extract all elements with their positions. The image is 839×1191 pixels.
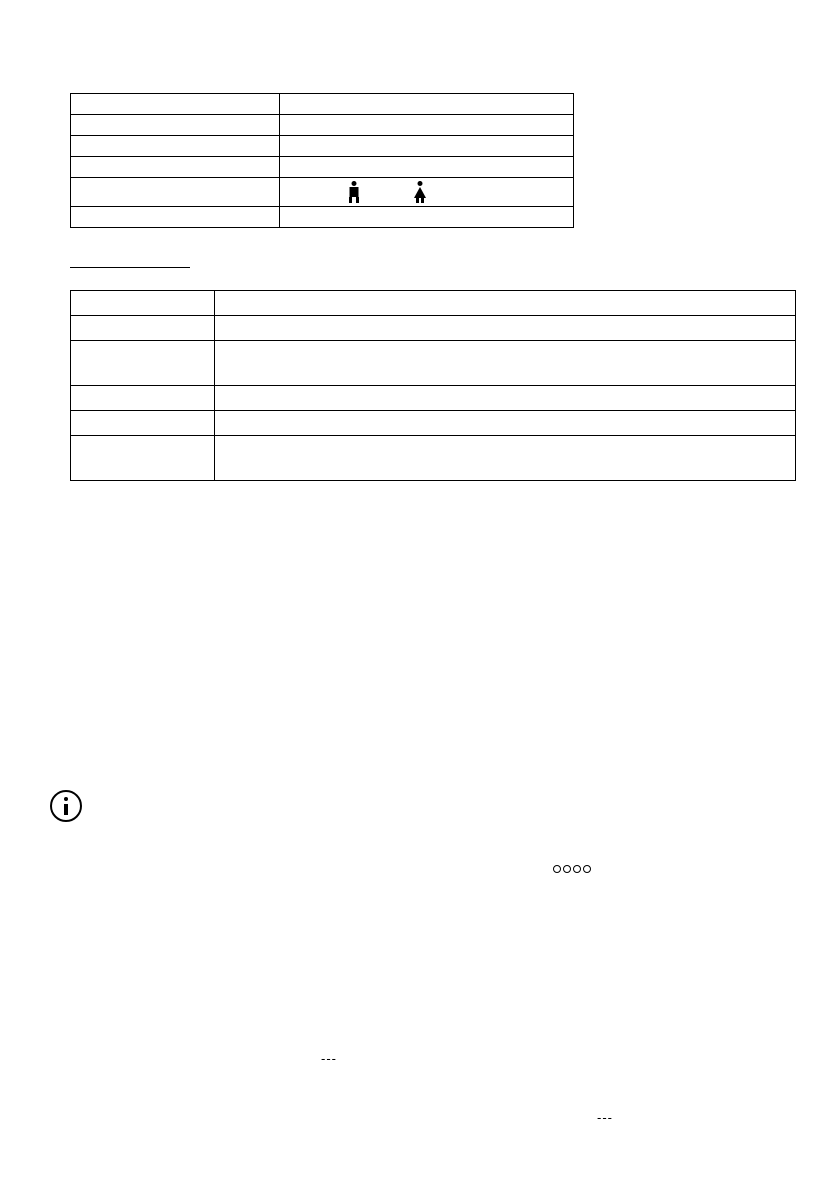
- table-row: [71, 207, 574, 228]
- dash-mark-second: ---: [597, 1110, 613, 1125]
- circle-outline-icon: [583, 865, 591, 873]
- table-row: [71, 411, 796, 436]
- table-row: [71, 157, 574, 178]
- table-cell-value: [215, 436, 796, 481]
- table-cell-label: [71, 178, 280, 207]
- table-cell-icons: [280, 178, 574, 207]
- table-cell-label: [71, 291, 215, 316]
- table-row: [71, 136, 574, 157]
- section-heading: [70, 255, 190, 268]
- table-row: [71, 94, 574, 115]
- table-cell-value: [280, 115, 574, 136]
- table-row: [71, 291, 796, 316]
- table-row: [71, 316, 796, 341]
- table-cell-label: [71, 94, 280, 115]
- table-cell-value: [215, 411, 796, 436]
- woman-pictogram-icon: [414, 181, 426, 203]
- table-cell-label: [71, 341, 215, 386]
- table-cell-label: [71, 436, 215, 481]
- pictogram-pair: [284, 181, 569, 203]
- specification-table: [70, 93, 574, 228]
- table-cell-label: [71, 157, 280, 178]
- table-cell-label: [71, 207, 280, 228]
- table-cell-value: [215, 386, 796, 411]
- circle-outline-icon: [553, 865, 561, 873]
- table-row: [71, 341, 796, 386]
- information-icon: [50, 790, 82, 822]
- indicator-lights: [553, 865, 591, 873]
- table-row: [71, 178, 574, 207]
- table-cell-value: [280, 207, 574, 228]
- table-cell-value: [280, 94, 574, 115]
- table-cell-value: [280, 157, 574, 178]
- table-cell-label: [71, 136, 280, 157]
- table-cell-label: [71, 386, 215, 411]
- table-cell-label: [71, 316, 215, 341]
- man-pictogram-icon: [348, 181, 360, 203]
- table-row: [71, 386, 796, 411]
- dash-mark-first: ---: [321, 1051, 337, 1066]
- table-row: [71, 115, 574, 136]
- table-cell-value: [215, 341, 796, 386]
- table-row: [71, 436, 796, 481]
- table-cell-value: [280, 136, 574, 157]
- table-cell-label: [71, 411, 215, 436]
- details-table: [70, 290, 796, 481]
- table-cell-label: [71, 115, 280, 136]
- circle-outline-icon: [573, 865, 581, 873]
- table-cell-value: [215, 291, 796, 316]
- circle-outline-icon: [563, 865, 571, 873]
- table-cell-value: [215, 316, 796, 341]
